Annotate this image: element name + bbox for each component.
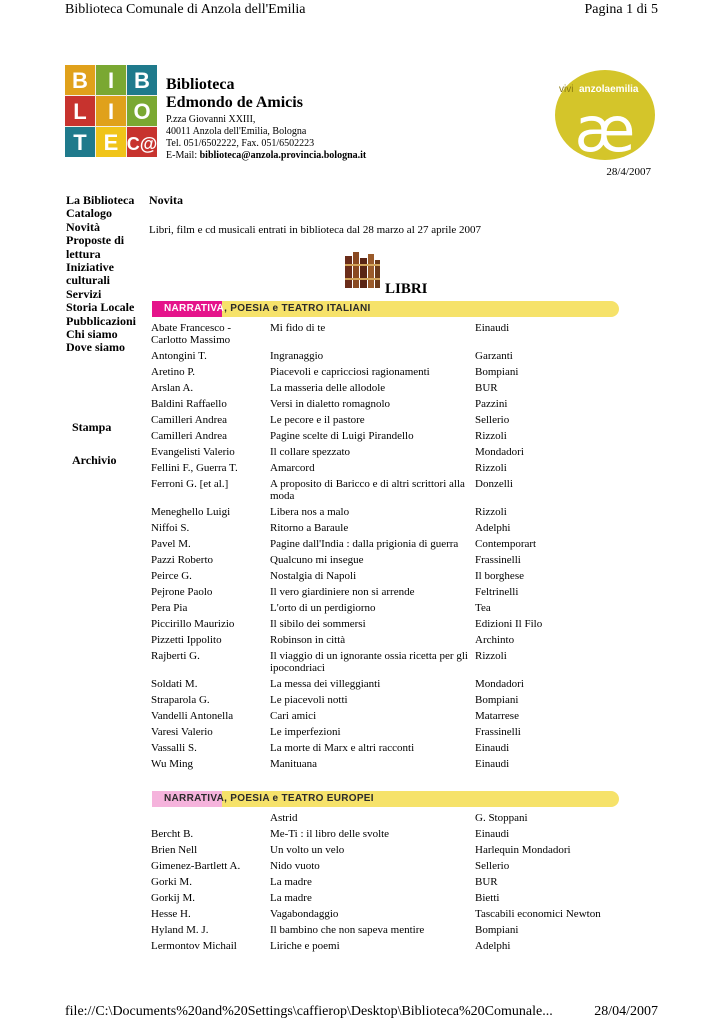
anzola-brand-graphic <box>553 69 657 161</box>
book-author: Ferroni G. [et al.] <box>151 478 229 490</box>
page-header-title: Biblioteca Comunale di Anzola dell'Emilia <box>65 2 306 17</box>
page-number: Pagina 1 di 5 <box>584 2 658 17</box>
book-title: Ingranaggio <box>270 350 324 362</box>
book-title: Amarcord <box>270 462 315 474</box>
brand-vivi: vivi <box>559 84 574 95</box>
nav-item-servizi[interactable]: Servizi <box>66 286 102 301</box>
book-author: Niffoi S. <box>151 522 190 534</box>
book-publisher: Rizzoli <box>475 650 507 662</box>
book-row <box>151 444 621 460</box>
book-author: Bercht B. <box>151 828 194 840</box>
logo-letter: C@ <box>126 134 157 154</box>
book-author: Vandelli Antonella <box>151 710 234 722</box>
book-author: Aretino P. <box>151 366 195 378</box>
nav-item-catalogo[interactable]: Catalogo <box>66 206 112 221</box>
book-author: Pera Pia <box>151 602 188 614</box>
band-europei-a: NARRATIVA <box>164 793 225 804</box>
book-author: Straparola G. <box>151 694 210 706</box>
nav-item-novita[interactable]: Novità <box>66 219 100 234</box>
book-row <box>151 600 621 616</box>
email-link[interactable]: biblioteca@anzola.provincia.bologna.it <box>199 150 367 161</box>
logo-letter: B <box>72 68 88 93</box>
book-title: Astrid <box>270 812 298 824</box>
book-title: La madre <box>270 876 312 888</box>
logo-letter: B <box>134 68 150 93</box>
book-publisher: Einaudi <box>475 322 510 334</box>
book-row <box>151 648 621 676</box>
book-title: Liriche e poemi <box>270 940 340 952</box>
book-title: Il vero giardiniere non si arrende <box>270 586 415 598</box>
book-title: Pagine scelte di Luigi Pirandello <box>270 430 414 442</box>
book-publisher: Adelphi <box>475 522 511 534</box>
book-row <box>151 396 621 412</box>
book-author: Hesse H. <box>151 908 191 920</box>
book-author: Camilleri Andrea <box>151 430 228 442</box>
book-title: La masseria delle allodole <box>270 382 386 394</box>
book-title: Pagine dall'India : dalla prigionia di guerra <box>270 538 459 550</box>
book-author: Brien Nell <box>151 844 198 856</box>
band-italiani-b: , POESIA e TEATRO ITALIANI <box>224 303 371 314</box>
book-row <box>151 476 621 504</box>
book-title: A proposito di Baricco e di altri scrittori alla moda <box>270 478 465 502</box>
book-row <box>151 740 621 756</box>
library-name-line2: Edmondo de Amicis <box>166 94 303 111</box>
book-title: La messa dei villeggianti <box>270 678 381 690</box>
book-publisher: Matarrese <box>475 710 519 722</box>
nav-item-iniziative-culturali[interactable]: Iniziative <box>66 260 114 275</box>
book-publisher: Bompiani <box>475 366 519 378</box>
book-author: Gorki M. <box>151 876 192 888</box>
book-title: Mi fido di te <box>270 322 326 334</box>
book-publisher: Adelphi <box>475 940 511 952</box>
book-publisher: Il borghese <box>475 570 524 582</box>
stampa-link[interactable]: Stampa <box>72 420 112 434</box>
book-row <box>151 364 621 380</box>
book-title: La madre <box>270 892 312 904</box>
book-row <box>151 890 621 906</box>
book-author: Wu Ming <box>151 758 194 770</box>
book-author: Lermontov Michail <box>151 940 237 952</box>
book-title: Le piacevoli notti <box>270 694 348 706</box>
book-author: Antongini T. <box>151 350 207 362</box>
left-nav <box>66 194 136 355</box>
book-author: Pizzetti Ippolito <box>151 634 222 646</box>
brand-anzola: anzolaemilia <box>579 84 639 95</box>
book-author: Fellini F., Guerra T. <box>151 462 238 474</box>
book-row <box>151 380 621 396</box>
nav-item-dove-siamo[interactable]: Dove siamo <box>66 340 125 355</box>
book-publisher: Contemporart <box>475 538 537 550</box>
brand-glyph: æ <box>574 93 636 161</box>
nav-item-chi-siamo[interactable]: Chi siamo <box>66 327 118 342</box>
book-row <box>151 520 621 536</box>
book-row <box>151 810 621 826</box>
section-title-libri: LIBRI <box>385 281 428 297</box>
book-publisher: Tea <box>475 602 491 614</box>
logo-letter: I <box>107 99 115 124</box>
footer-file-path: file://C:\Documents%20and%20Settings\caffierop\Desktop\Biblioteca%20Comunale... <box>65 1004 553 1019</box>
library-phone: Tel. 051/6502222, Fax. 051/6502223 <box>166 138 315 149</box>
book-row <box>151 676 621 692</box>
book-title: Manituana <box>270 758 318 770</box>
book-publisher: Frassinelli <box>475 554 521 566</box>
library-name-line1: Biblioteca <box>166 76 235 93</box>
book-author: Baldini Raffaello <box>151 398 227 410</box>
book-publisher: Pazzini <box>475 398 508 410</box>
footer-date: 28/04/2007 <box>594 1004 658 1019</box>
book-author: Abate Francesco - Carlotto Massimo <box>151 322 232 346</box>
logo-letter: L <box>73 99 87 124</box>
book-publisher: Rizzoli <box>475 430 507 442</box>
book-author <box>151 810 270 826</box>
page-title: Novita <box>149 193 183 207</box>
book-author: Arslan A. <box>151 382 194 394</box>
book-title: Le imperfezioni <box>270 726 341 738</box>
book-publisher: Feltrinelli <box>475 586 519 598</box>
archivio-link[interactable]: Archivio <box>72 453 117 467</box>
category-band-italiani <box>152 301 619 317</box>
page-subtitle: Libri, film e cd musicali entrati in biblioteca dal 28 marzo al 27 aprile 2007 <box>149 224 482 236</box>
book-row <box>151 320 621 348</box>
book-row <box>151 552 621 568</box>
nav-item-pubblicazioni[interactable]: Pubblicazioni <box>66 313 137 328</box>
book-author: Soldati M. <box>151 678 198 690</box>
page-date: 28/4/2007 <box>606 166 651 178</box>
logo-letter: T <box>73 130 87 155</box>
book-title: Qualcuno mi insegue <box>270 554 364 566</box>
book-title: Cari amici <box>270 710 317 722</box>
book-publisher: Mondadori <box>475 678 524 690</box>
book-publisher: Bietti <box>475 892 500 904</box>
book-title: Ritorno a Baraule <box>270 522 349 534</box>
library-email-row <box>166 150 366 162</box>
book-row <box>151 568 621 584</box>
book-author: Gimenez-Bartlett A. <box>151 860 241 872</box>
book-row <box>151 584 621 600</box>
book-title: Piacevoli e capricciosi ragionamenti <box>270 366 430 378</box>
book-author: Gorkij M. <box>151 892 195 904</box>
book-title: Vagabondaggio <box>270 908 339 920</box>
book-publisher: Rizzoli <box>475 506 507 518</box>
book-row <box>151 412 621 428</box>
book-author: Rajberti G. <box>151 650 200 662</box>
book-row <box>151 724 621 740</box>
book-title: La morte di Marx e altri racconti <box>270 742 415 754</box>
book-title: Nido vuoto <box>270 860 320 872</box>
book-publisher: Tascabili economici Newton <box>475 908 601 920</box>
book-row <box>151 938 621 954</box>
book-title: Il bambino che non sapeva mentire <box>270 924 425 936</box>
book-row <box>151 874 621 890</box>
book-title: Libera nos a malo <box>270 506 350 518</box>
book-row <box>151 632 621 648</box>
book-publisher: BUR <box>475 876 498 888</box>
nav-item-iniziative-culturali-cont[interactable]: culturali <box>66 273 110 288</box>
book-publisher: Frassinelli <box>475 726 521 738</box>
book-title: Il sibilo dei sommersi <box>270 618 366 630</box>
book-publisher: Bompiani <box>475 694 519 706</box>
library-address-line2: 40011 Anzola dell'Emilia, Bologna <box>166 126 307 137</box>
book-publisher: Archinto <box>475 634 515 646</box>
book-publisher: Einaudi <box>475 758 510 770</box>
logo-letter: E <box>103 130 119 155</box>
book-row <box>151 756 621 772</box>
band-italiani-a: NARRATIVA <box>164 303 225 314</box>
book-author: Varesi Valerio <box>151 726 213 738</box>
book-publisher: Rizzoli <box>475 462 507 474</box>
book-row <box>151 504 621 520</box>
book-row <box>151 858 621 874</box>
book-title: Il viaggio di un ignorante ossia ricetta per gli ipocondriaci <box>270 650 468 674</box>
book-publisher: Sellerio <box>475 414 510 426</box>
book-row <box>151 536 621 552</box>
book-row <box>151 906 621 922</box>
email-label: E-Mail: <box>166 150 200 161</box>
band-europei-label <box>164 793 374 804</box>
nav-item-proposte-di-lettura-cont[interactable]: lettura <box>66 246 101 261</box>
books-table-italiani <box>151 320 621 772</box>
book-publisher: BUR <box>475 382 498 394</box>
band-italiani-label <box>164 303 371 314</box>
book-row <box>151 826 621 842</box>
book-publisher: Edizioni Il Filo <box>475 618 543 630</box>
library-logo[interactable] <box>65 65 157 157</box>
book-author: Piccirillo Maurizio <box>151 618 235 630</box>
library-address-line1: P.zza Giovanni XXIII, <box>166 114 256 125</box>
book-publisher: Donzelli <box>475 478 513 490</box>
nav-item-la-biblioteca[interactable]: La Biblioteca <box>66 193 135 207</box>
book-title: Robinson in città <box>270 634 346 646</box>
books-table-europei <box>151 810 621 954</box>
book-author: Pavel M. <box>151 538 191 550</box>
book-title: Un volto un velo <box>270 844 345 856</box>
book-author: Pazzi Roberto <box>151 554 214 566</box>
book-publisher: Mondadori <box>475 446 524 458</box>
nav-item-proposte-di-lettura[interactable]: Proposte di <box>66 233 125 248</box>
book-row <box>151 842 621 858</box>
book-publisher: Harlequin Mondadori <box>475 844 571 856</box>
logo-letter: O <box>133 99 151 124</box>
book-author: Pejrone Paolo <box>151 586 213 598</box>
book-author: Camilleri Andrea <box>151 414 228 426</box>
books-icon <box>343 250 381 290</box>
book-title: Le pecore e il pastore <box>270 414 365 426</box>
book-row <box>151 460 621 476</box>
book-title: Nostalgia di Napoli <box>270 570 357 582</box>
book-row <box>151 616 621 632</box>
book-publisher: G. Stoppani <box>475 812 528 824</box>
logo-letter: I <box>107 68 115 93</box>
book-author: Hyland M. J. <box>151 924 209 936</box>
book-row <box>151 428 621 444</box>
band-europei-b: , POESIA e TEATRO EUROPEI <box>224 793 374 804</box>
book-title: Me-Ti : il libro delle svolte <box>270 828 390 840</box>
book-row <box>151 922 621 938</box>
book-title: Versi in dialetto romagnolo <box>270 398 391 410</box>
anzola-brand-logo[interactable] <box>553 69 657 161</box>
book-title: Il collare spezzato <box>270 446 351 458</box>
book-author: Peirce G. <box>151 570 192 582</box>
book-row <box>151 692 621 708</box>
book-publisher: Einaudi <box>475 742 510 754</box>
book-author: Evangelisti Valerio <box>151 446 235 458</box>
book-publisher: Garzanti <box>475 350 513 362</box>
book-title: L'orto di un perdigiorno <box>270 602 376 614</box>
book-row <box>151 348 621 364</box>
book-publisher: Einaudi <box>475 828 510 840</box>
book-publisher: Bompiani <box>475 924 519 936</box>
book-publisher: Sellerio <box>475 860 510 872</box>
library-logo-graphic <box>65 65 157 157</box>
category-band-europei <box>152 791 619 807</box>
library-info <box>166 76 366 162</box>
book-row <box>151 708 621 724</box>
book-author: Vassalli S. <box>151 742 197 754</box>
nav-item-storia-locale[interactable]: Storia Locale <box>66 300 135 315</box>
book-author: Meneghello Luigi <box>151 506 231 518</box>
